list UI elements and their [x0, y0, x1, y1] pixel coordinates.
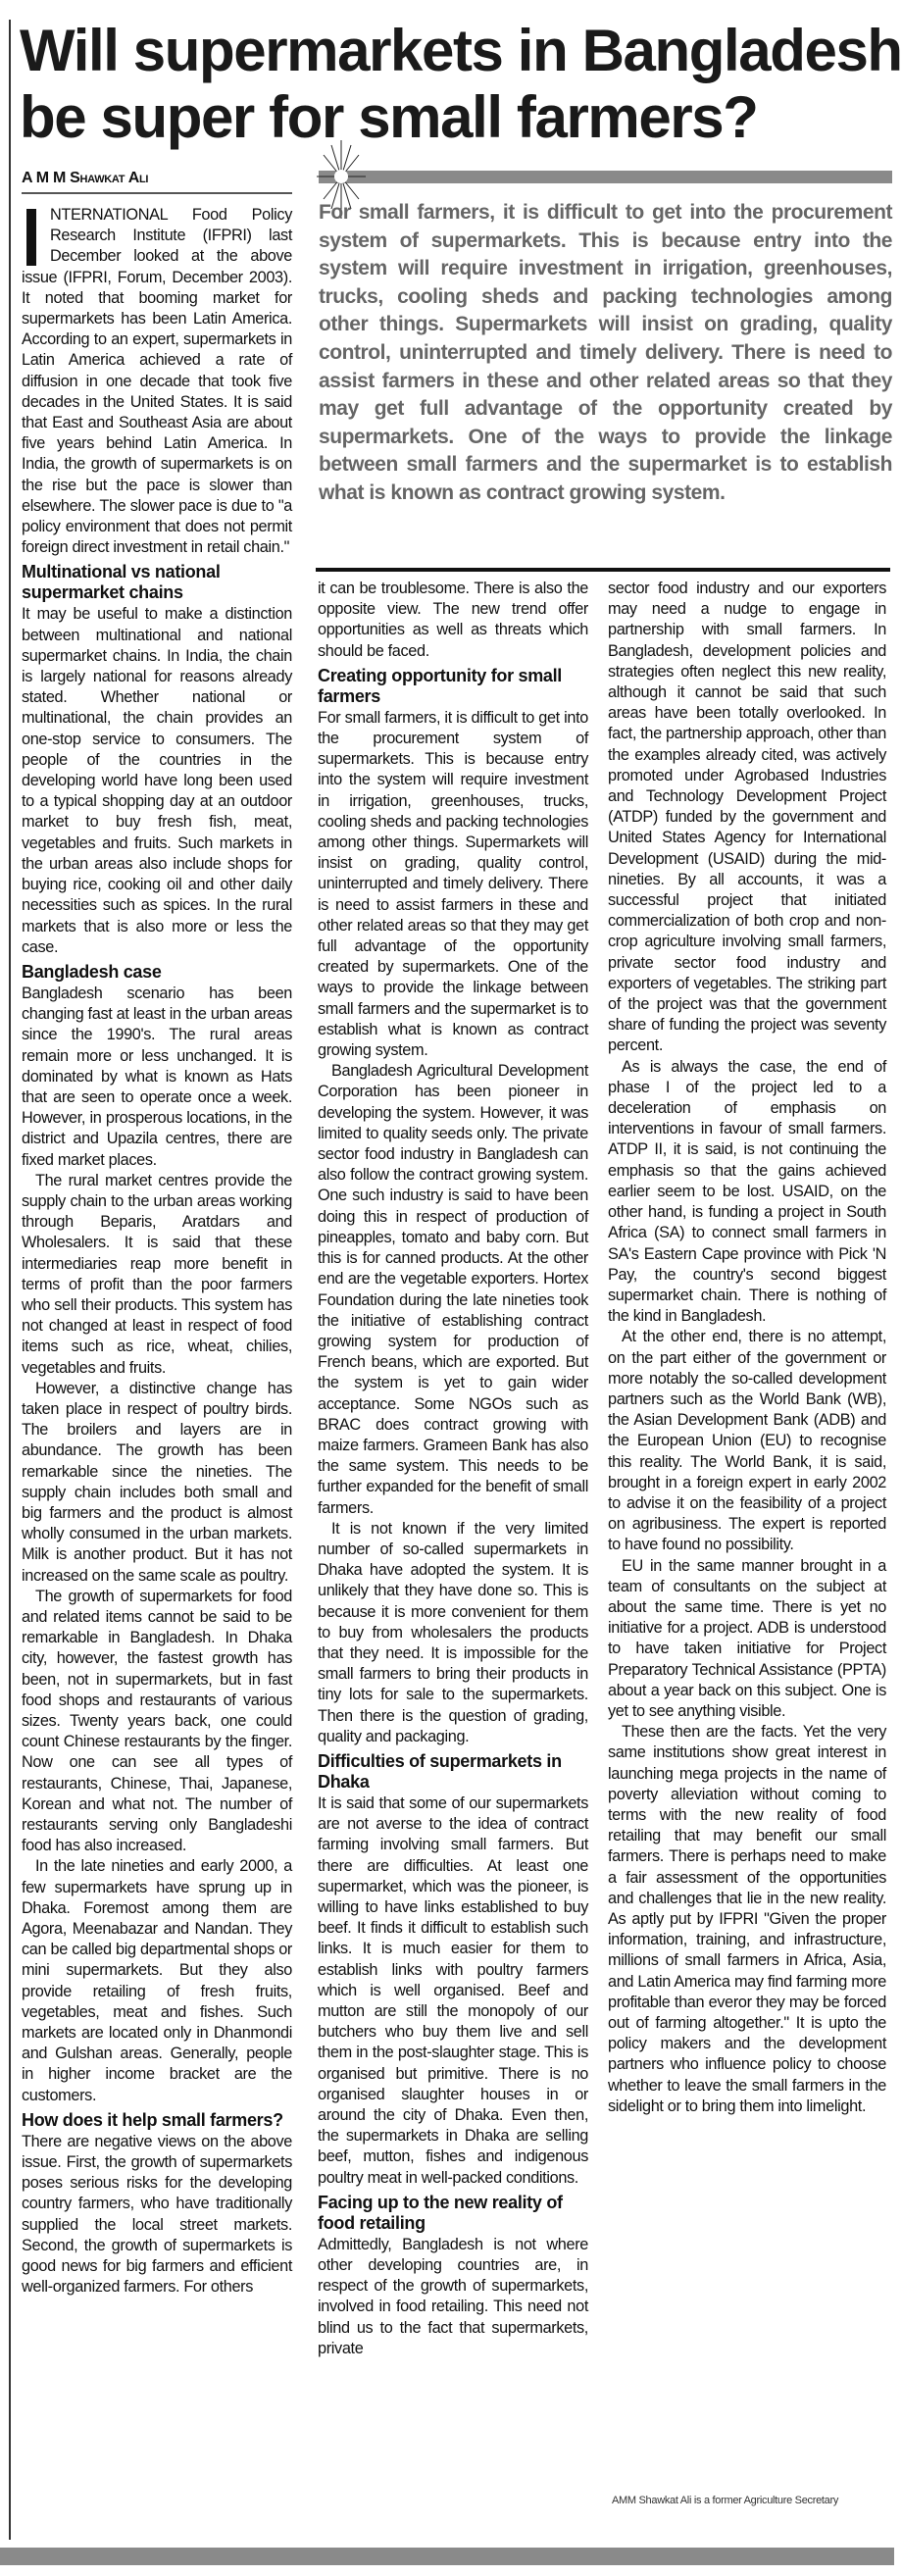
paragraph: In the late nineties and early 2000, a few supermarkets have sprung up in Dhaka. Foremost among them are Agora, Meenabazar and Nandan. They can be called big departmental shops or mini supermarkets. But they also provide retailing of fresh fruits, vegetables, meat and fishes. Such markets are located only in Dhanmondi and Gulshan areas. Generally, people in higher income bracket are the customers.	[22, 1857, 292, 2104]
article-column-2	[318, 579, 588, 2359]
paragraph: it can be troublesome. There is also the opposite view. The new trend offer opportunities as well as threats which should be faced.	[318, 580, 588, 660]
pull-quote-rule	[316, 568, 890, 572]
paragraph: The rural market centres provide the supply chain to the urban areas working through Beparis, Aratdars and Wholesalers. It is said that these intermediaries reap more benefit in terms of profit than the poor farmers who sell their products. This system has not changed at least in respect of food items such as rice, wheat, chilies, vegetables and fruits.	[22, 1171, 292, 1377]
subheading: Difficulties of supermarkets in Dhaka	[318, 1750, 562, 1792]
bottom-bar	[0, 2548, 894, 2565]
paragraph: Bangladesh scenario has been changing fast at least in the urban areas since the 1990's. The rural areas remain more or less unchanged. It is dominated by what is known as Hats that are seen to operate once a week. However, in prosperous locations, in the district and Upazila centres, there are fixed market places.	[22, 984, 292, 1169]
author-footnote: AMM Shawkat Ali is a former Agriculture Secretary	[612, 2495, 839, 2506]
byline: A M M Shawkat Ali	[22, 170, 292, 194]
article-column-3	[608, 579, 886, 2117]
paragraph: It is said that some of our supermarkets are not averse to the idea of contract farming involving small farmers. But there are difficulties. At least one supermarket, which was the pioneer, is willing to have links established to buy beef. It finds it difficult to establish such links. It is much easier for them to establish links with poultry farmers which is well organised. Beef and mutton are still the monopoly of our butchers who buy them live and sell them in the post-slaughter stage. This is organised but primitive. There is no organised slaughter houses in or around the city of Dhaka. Even then, the supermarkets in Dhaka are selling beef, mutton, fishes and indigenous poultry meat in well-packed conditions.	[318, 1793, 588, 2187]
subheading: Creating opportunity for small farmers	[318, 665, 563, 706]
paragraph: Admittedly, Bangladesh is not where other developing countries are, in respect of the growth of supermarkets, involved in food retailing. This need not blind us to the fact that supermarkets, private	[318, 2235, 588, 2357]
pull-quote-bar	[319, 171, 892, 183]
paragraph: Bangladesh Agricultural Development Corporation has been pioneer in developing the system. However, it was limited to quality seeds only. The private sector food industry in Bangladesh can also follow the contract growing system. One such industry is said to have been doing this in respect of production of pineapples, tomato and baby corn. But this is for canned products. At the other end are the vegetable exporters. Hortex Foundation during the late nineties took the initiative of establishing contract growing system for production of French beans, which are exported. But the system is yet to gain wider acceptance. Some NGOs such as BRAC does contract growing with maize farmers. Grameen Bank has also the same system. This needs to be further expanded for the benefit of small farmers.	[318, 1062, 588, 1517]
headline: Will supermarkets in Bangladesh be super for small farmers?	[20, 18, 902, 150]
subheading: Multinational vs national supermarket chains	[22, 562, 221, 603]
pull-quote: For small farmers, it is difficult to get into the procurement system of supermarkets. This is because entry into the system will require investment in irrigation, greenhouses, trucks, cooling sheds and packing technologies among other things. Supermarkets will insist on grading, quality control, uninterrupted and timely delivery. There is need to assist farmers in these and other related areas so that they may get full advantage of the opportunity created by supermarkets. One of the ways to provide the linkage between small farmers and the supermarket is to establish what is known as contract growing system.	[319, 201, 892, 504]
paragraph: It may be useful to make a distinction between multinational and national supermarket chains. In India, the chain is largely national for reasons already stated. Whether national or multinational, the chain provides an one-stop service to consumers. The people of the countries in the developing world have long been used to a typical shopping day at an outdoor market to buy fresh fish, meat, vegetables and fruits. Such markets in the urban areas also include shops for buying rice, cooking oil and other daily necessities such as spices. In the rural markets that is also more or less the case.	[22, 605, 292, 956]
paragraph: At the other end, there is no attempt, on the part either of the government or more notably the so-called development partners such as the World Bank (WB), the Asian Development Bank (ADB) and the European Union (EU) to recognise this reality. The World Bank, it is said, brought in a foreign expert in early 2002 to advise it on the feasibility of a project on agribusiness. The expert is reported to have found no possibility.	[608, 1328, 886, 1554]
paragraph: The growth of supermarkets for food and related items cannot be said to be remarkable in Bangladesh. In Dhaka city, however, the fastest growth has been, not in supermarkets, but in fast food shops and restaurants of various sizes. Twenty years back, one could count Chinese restaurants by the finger. Now one can see all types of restaurants, Chinese, Thai, Japanese, Korean and what not. The number of restaurants serving only Bangladeshi food has also increased.	[22, 1587, 292, 1855]
subheading: Facing up to the new reality of food retailing	[318, 2192, 563, 2233]
paragraph: However, a distinctive change has taken place in respect of poultry birds. The broilers and layers are in abundance. The growth has been remarkable since the nineties. The supply chain includes both small and big farmers and the product is almost wholly consumed in the urban markets. Milk is another product. But it has not increased on the same scale as poultry.	[22, 1379, 292, 1585]
subheading: Bangladesh case	[22, 961, 162, 982]
column-rule	[9, 20, 11, 2540]
article-column-1	[22, 205, 292, 2298]
paragraph: There are negative views on the above issue. First, the growth of supermarkets poses serious risks for the developing country farmers, who have traditionally supplied the local street markets. Second, the growth of supermarkets is good news for big farmers and efficient well-organized farmers. For others	[22, 2132, 292, 2297]
paragraph: NTERNATIONAL Food Policy Research Institute (IFPRI) last December looked at the above issue (IFPRI, Forum, December 2003). It noted that booming market for supermarkets has been Latin America. According to an expert, supermarkets in Latin America achieved a rate of diffusion in one decade that took five decades in the United States. It is said that East and Southeast Asia are about five years behind Latin America. In India, the growth of supermarkets is on the rise but the pace is slower than elsewhere. The slower pace is due to "a policy environment that does not permit foreign direct investment in retail chain."	[22, 206, 292, 557]
paragraph: sector food industry and our exporters may need a nudge to engage in partnership with small farmers. In Bangladesh, development policies and strategies often neglect this new reality, although it cannot be said that such areas have been totally overlooked. In fact, the partnership approach, other than the examples already cited, was actively promoted under Agrobased Industries and Technology Development Project (ATDP) funded by the government and United States Agency for International Development (USAID) during the mid-nineties. By all accounts, it was a successful project that initiated commercialization of both crop and non-crop agriculture involving small farmers, private sector food industry and exporters of vegetables. The striking part of the project was that the government share of funding the project was seventy percent.	[608, 580, 886, 1055]
paragraph: For small farmers, it is difficult to get into the procurement system of supermarkets. This is because entry into the system will require investment in irrigation, greenhouses, trucks, cooling sheds and packing technologies among other things. Supermarkets will insist on grading, quality control, uninterrupted and timely delivery. There is need to assist farmers in these and other related areas so that they may get full advantage of the opportunity created by supermarkets. One of the ways to provide the linkage between small farmers and the supermarket is to establish what is known as contract growing system.	[318, 708, 588, 1060]
drop-cap	[26, 209, 36, 266]
paragraph: These then are the facts. Yet the very same institutions show great interest in launching mega projects in the name of poverty alleviation without coming to terms with the new reality of food retailing that may benefit our small farmers. There is perhaps need to make a fair assessment of the opportunities and challenges that lie in the new reality. As aptly put by IFPRI "Given the proper information, training, and infrastructure, millions of small farmers in Africa, Asia, and Latin America may find farming more profitable than everor they may be forced out of farming altogether." It is upto the policy makers and the development partners who influence policy to choose whether to leave the small farmers in the sidelight or to bring them into limelight.	[608, 1723, 886, 2115]
paragraph: It is not known if the very limited number of so-called supermarkets in Dhaka have adopted the system. It is unlikely that they have done so. This is because it is more convenient for them to buy from wholesalers the products that they need. It is impossible for the small farmers to bring their products in tiny lots for sale to the supermarkets. Then there is the question of grading, quality and packaging.	[318, 1519, 588, 1745]
subheading: How does it help small farmers?	[22, 2109, 283, 2130]
paragraph: EU in the same manner brought in a team of consultants on the subject at about the same time. There is yet no initiative for a project. ADB is understood to have taken initiative for Project Preparatory Technical Assistance (PPTA) about a year back on this subject. One is yet to see anything visible.	[608, 1556, 886, 1720]
paragraph: As is always the case, the end of phase I of the project led to a deceleration of emphasis on interventions in favour of small farmers. ATDP II, it is said, is not continuing the emphasis so that the gains achieved earlier seem to be lost. USAID, on the other hand, is funding a project in South Africa (SA) to connect small farmers in SA's Eastern Cape province with Pick 'N Pay, the country's second biggest supermarket chain. There is nothing of the kind in Bangladesh.	[608, 1057, 886, 1326]
